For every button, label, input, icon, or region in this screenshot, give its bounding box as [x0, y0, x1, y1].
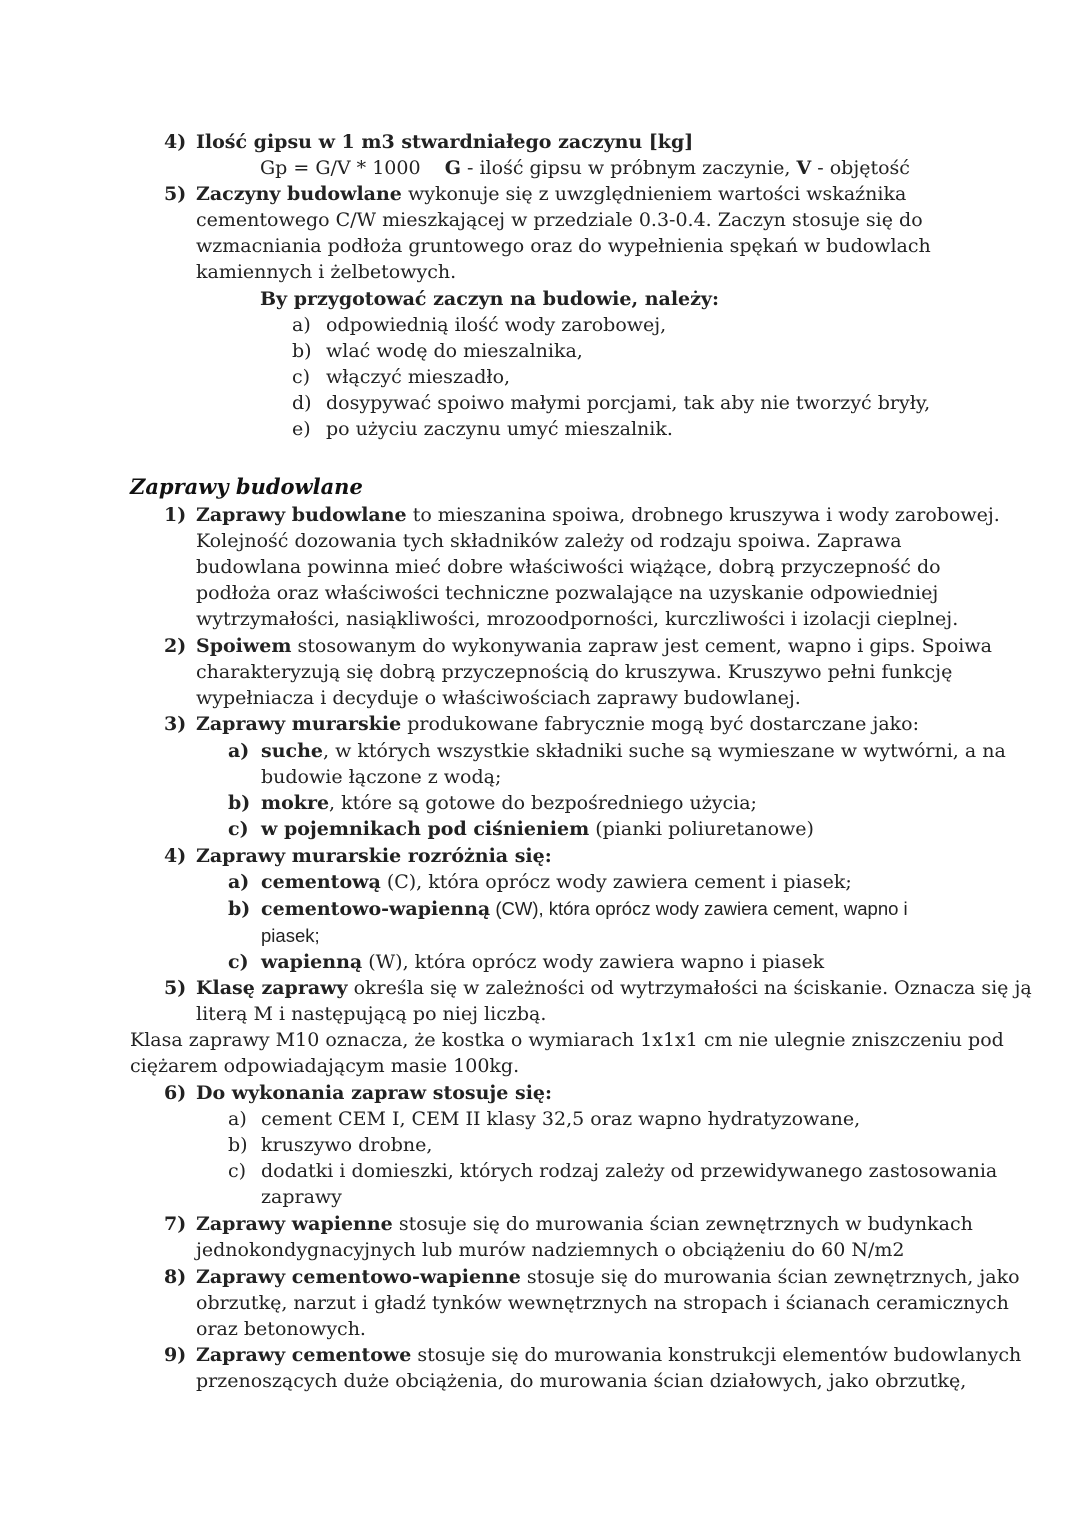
sub-letter: a): [228, 1108, 247, 1130]
paragraph-line: Zaprawy murarskie produkowane fabrycznie mogą być dostarczane jako:: [196, 713, 920, 735]
sub-letter: a): [228, 740, 250, 762]
list-number: 1): [164, 504, 187, 526]
paragraph-line: cementowo-wapienną (CW), która oprócz wody zawiera cement, wapno i: [261, 898, 908, 920]
paragraph-line: dodatki i domieszki, których rodzaj zależy od przewidywanego zastosowania: [261, 1160, 998, 1182]
paragraph-line: przenoszących duże obciążenia, do murowania ścian działowych, jako obrzutkę,: [196, 1370, 967, 1392]
paragraph-line: cementowego C/W mieszkającej w przedziale 0.3-0.4. Zaczyn stosuje się do: [196, 209, 923, 231]
paragraph-line: Kolejność dozowania tych składników zależy od rodzaju spoiwa. Zaprawa: [196, 530, 902, 552]
list-number: 6): [164, 1082, 187, 1104]
section-title: Zaprawy budowlane: [130, 474, 363, 499]
step-letter: b): [292, 340, 312, 362]
list-item-title: Ilość gipsu w 1 m3 stwardniałego zaczynu [kg]: [196, 131, 694, 153]
paragraph-line: cementową (C), która oprócz wody zawiera cement i piasek;: [261, 871, 852, 893]
list-number: 5): [164, 183, 187, 205]
step-letter: e): [292, 418, 311, 440]
paragraph-line: obrzutkę, narzut i gładź tynków wewnętrznych na stropach i ścianach ceramicznych: [196, 1292, 1009, 1314]
paragraph-line: suche, w których wszystkie składniki suche są wymieszane w wytwórni, a na: [261, 740, 1006, 762]
paragraph-line: cement CEM I, CEM II klasy 32,5 oraz wapno hydratyzowane,: [261, 1108, 861, 1130]
paragraph-line: podłoża oraz właściwości techniczne pozwalające na uzyskanie odpowiedniej: [196, 582, 939, 604]
step-text: włączyć mieszadło,: [326, 366, 511, 388]
paragraph-line: Klasa zaprawy M10 oznacza, że kostka o wymiarach 1x1x1 cm nie ulegnie zniszczeniu pod: [130, 1029, 1004, 1051]
paragraph-line: zaprawy: [261, 1186, 342, 1208]
paragraph-line: wapienną (W), która oprócz wody zawiera wapno i piasek: [261, 951, 825, 973]
paragraph-line: jednokondygnacyjnych lub murów nadziemnych o obciążeniu do 60 N/m2: [196, 1239, 905, 1261]
paragraph-line: Zaprawy budowlane to mieszanina spoiwa, drobnego kruszywa i wody zarobowej.: [196, 504, 1000, 526]
paragraph-line: wytrzymałości, nasiąkliwości, mrozoodporności, kurczliwości i izolacji cieplnej.: [196, 608, 959, 630]
paragraph-line: charakteryzują się dobrą przyczepnością do kruszywa. Kruszywo pełni funkcję: [196, 661, 953, 683]
list-number: 7): [164, 1213, 187, 1235]
step-text: po użyciu zaczynu umyć mieszalnik.: [326, 418, 673, 440]
list-number: 5): [164, 977, 187, 999]
paragraph-line: Zaczyny budowlane wykonuje się z uwzględnieniem wartości wskaźnika: [196, 183, 907, 205]
paragraph-line: Zaprawy cementowo-wapienne stosuje się do murowania ścian zewnętrznych, jako: [196, 1266, 1020, 1288]
paragraph-line: Zaprawy cementowe stosuje się do murowania konstrukcji elementów budowlanych: [196, 1344, 1022, 1366]
list-number: 4): [164, 845, 187, 867]
list-number: 3): [164, 713, 187, 735]
sub-letter: b): [228, 792, 251, 814]
paragraph-line: kamiennych i żelbetowych.: [196, 261, 457, 283]
paragraph-line: piasek;: [261, 925, 320, 946]
paragraph-line: budowie łączone z wodą;: [261, 766, 502, 788]
sub-letter: c): [228, 951, 249, 973]
paragraph-line: Spoiwem stosowanym do wykonywania zapraw jest cement, wapno i gips. Spoiwa: [196, 635, 992, 657]
list-number: 9): [164, 1344, 187, 1366]
step-letter: a): [292, 314, 311, 336]
paragraph-line: mokre, które są gotowe do bezpośredniego użycia;: [261, 792, 757, 814]
paragraph-line: oraz betonowych.: [196, 1318, 366, 1340]
sub-letter: b): [228, 1134, 248, 1156]
paragraph-line: ciężarem odpowiadającym masie 100kg.: [130, 1055, 520, 1077]
paragraph-line: w pojemnikach pod ciśnieniem (pianki poliuretanowe): [261, 818, 814, 840]
sub-letter: c): [228, 1160, 247, 1182]
step-text: wlać wodę do mieszalnika,: [326, 340, 583, 362]
sub-letter: a): [228, 871, 250, 893]
paragraph-line: Klasę zaprawy określa się w zależności od wytrzymałości na ściskanie. Oznacza się ją: [196, 977, 1032, 999]
paragraph-line: Do wykonania zapraw stosuje się:: [196, 1082, 553, 1104]
sub-letter: c): [228, 818, 249, 840]
subheading: By przygotować zaczyn na budowie, należy:: [260, 288, 719, 310]
step-letter: c): [292, 366, 311, 388]
list-number: 2): [164, 635, 187, 657]
paragraph-line: wypełniacza i decyduje o właściwościach zaprawy budowlanej.: [196, 687, 801, 709]
step-text: odpowiednią ilość wody zarobowej,: [326, 314, 667, 336]
paragraph-line: wzmacniania podłoża gruntowego oraz do wypełnienia spękań w budowlach: [196, 235, 931, 257]
paragraph-line: Zaprawy murarskie rozróżnia się:: [196, 845, 552, 867]
paragraph-line: Zaprawy wapienne stosuje się do murowania ścian zewnętrznych w budynkach: [196, 1213, 973, 1235]
paragraph-line: budowlana powinna mieć dobre właściwości wiążące, dobrą przyczepność do: [196, 556, 941, 578]
formula-line: Gp = G/V * 1000 G - ilość gipsu w próbnym zaczynie, V - objętość: [260, 157, 910, 179]
step-text: dosypywać spoiwo małymi porcjami, tak aby nie tworzyć bryły,: [326, 392, 931, 414]
list-number: 8): [164, 1266, 187, 1288]
paragraph-line: literą M i następującą po niej liczbą.: [196, 1003, 547, 1025]
paragraph-line: kruszywo drobne,: [261, 1134, 433, 1156]
sub-letter: b): [228, 898, 251, 920]
step-letter: d): [292, 392, 312, 414]
list-number: 4): [164, 131, 187, 153]
